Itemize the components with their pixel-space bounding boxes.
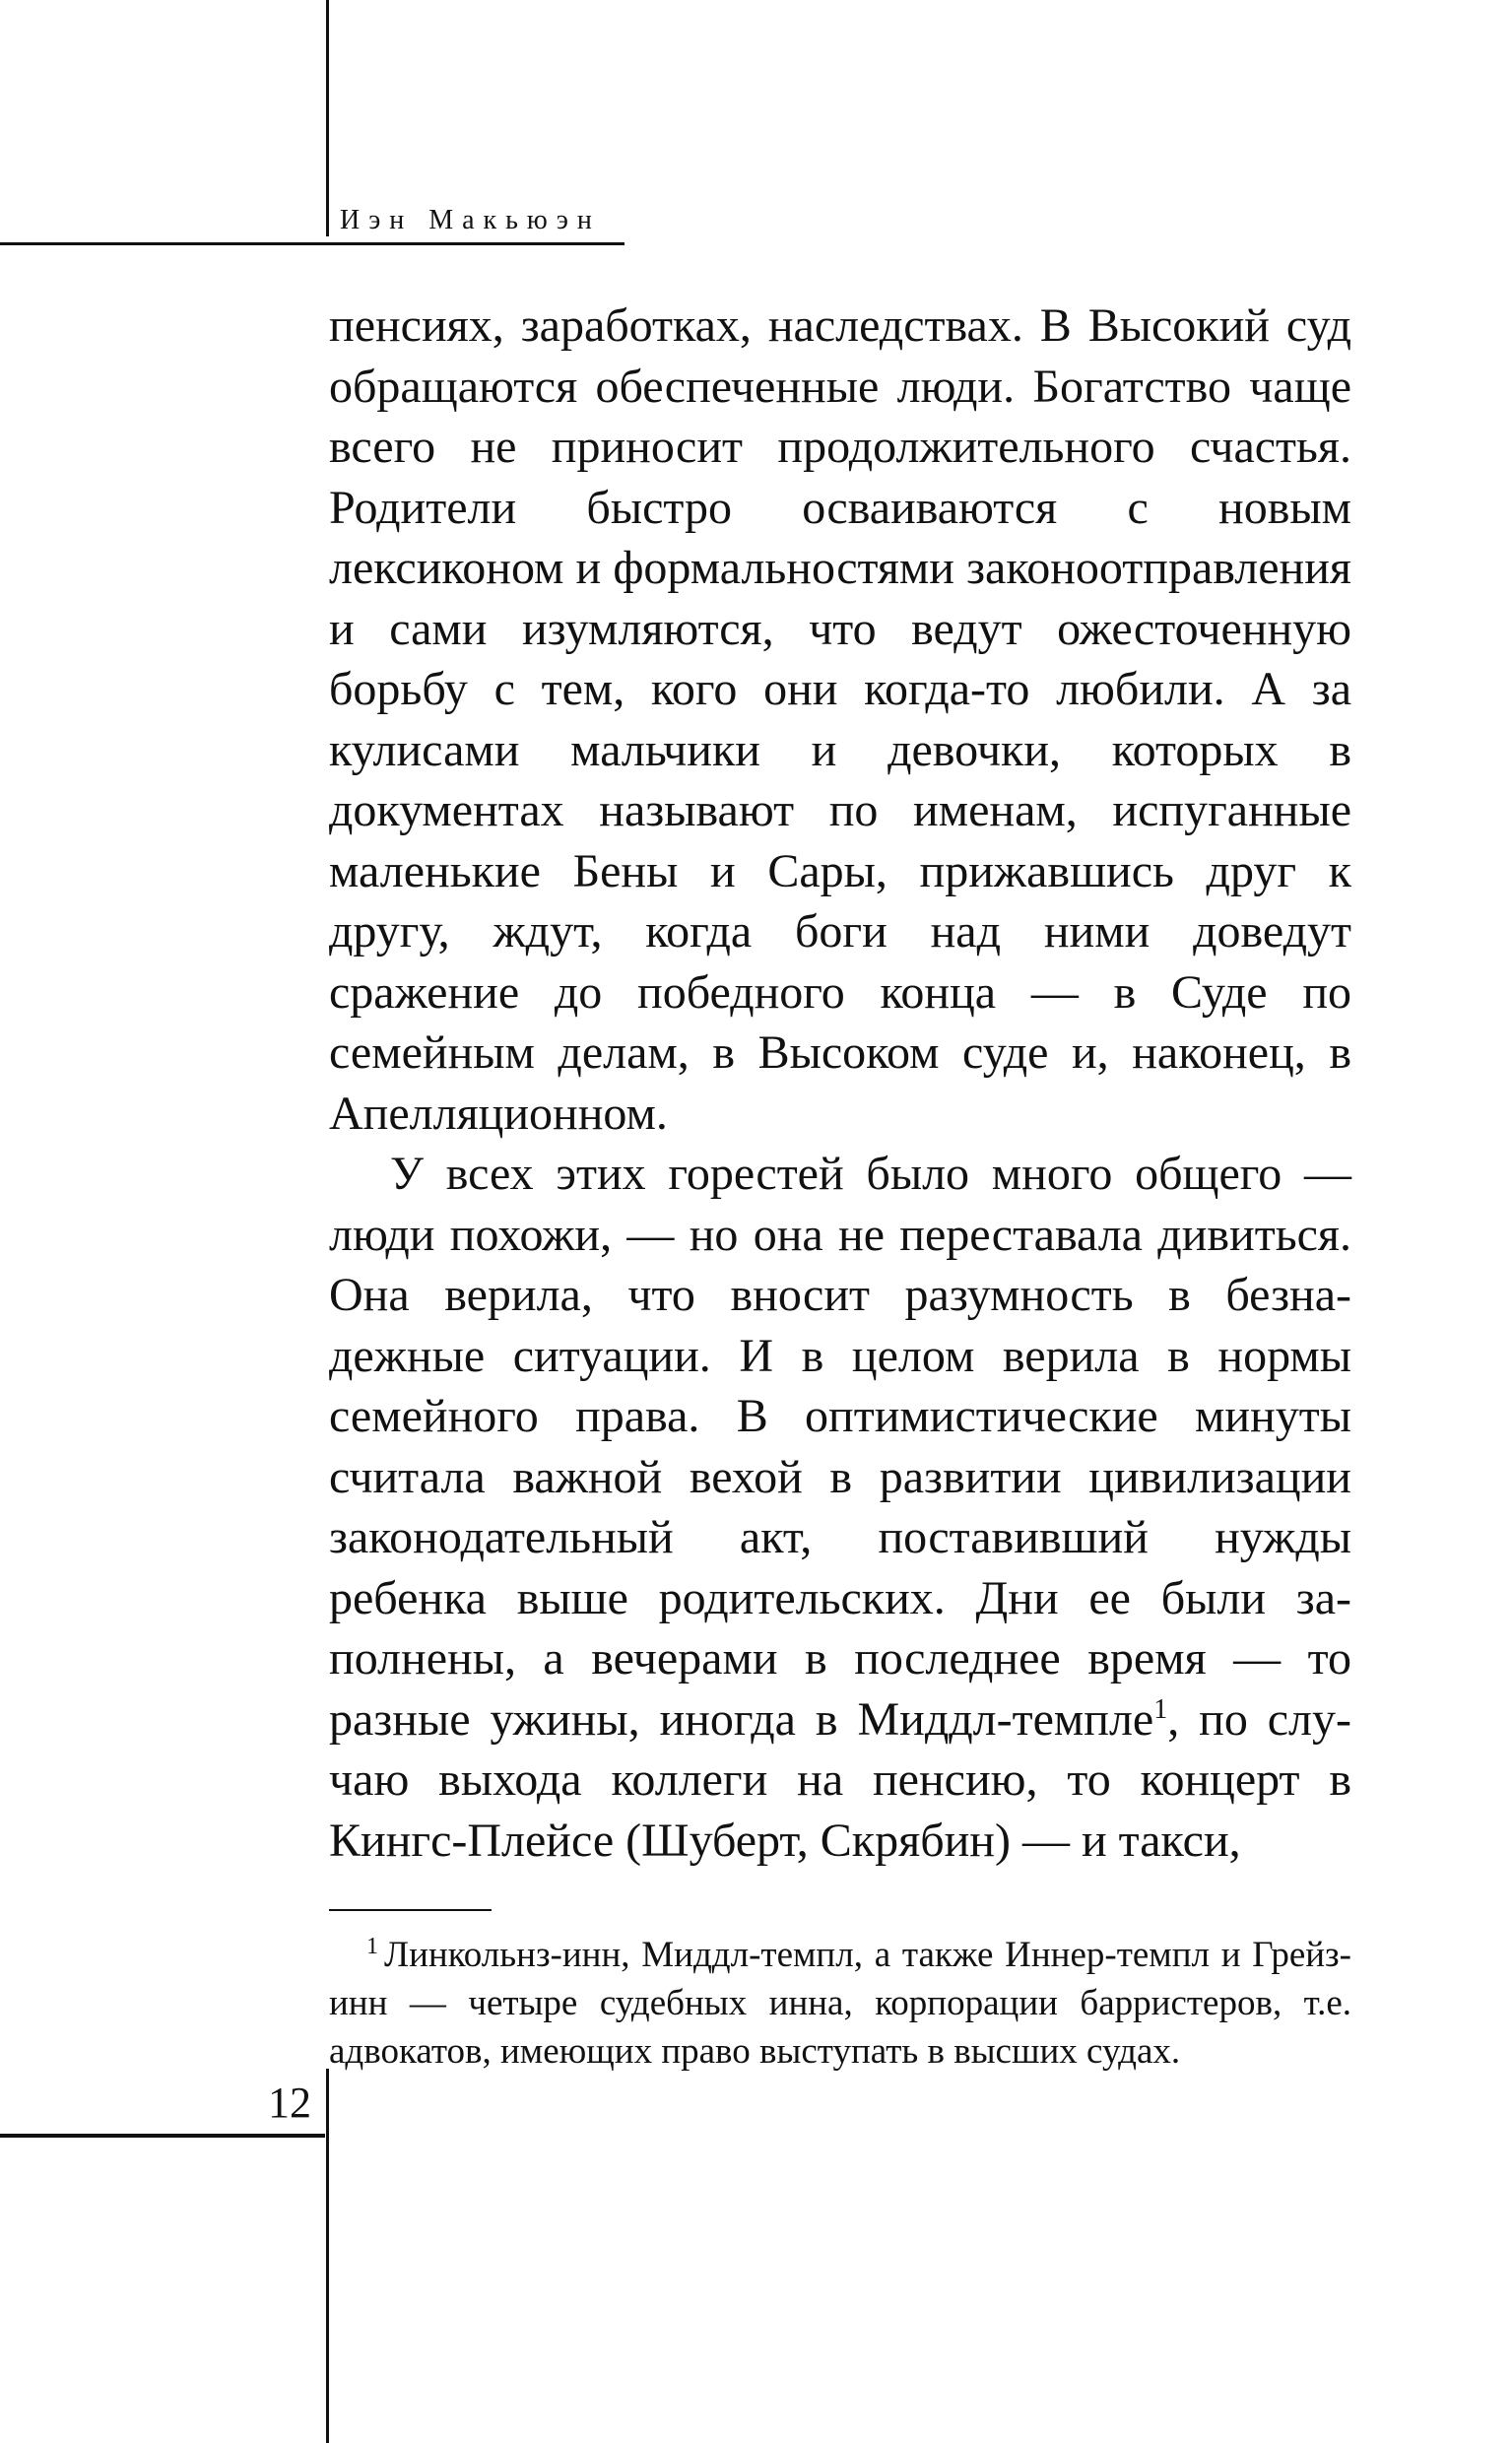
paragraph-2-part-2: , по случаю выхода коллеги на пенсию, то концерт в Кингс-Плейсе (Шуберт, Скрябин) — и такси,: [329, 1692, 1351, 1867]
bottom-vertical-rule: [326, 2069, 329, 2443]
footnote-separator: [329, 1909, 492, 1911]
paragraph-2: [329, 1144, 1351, 1871]
page-number: 12: [268, 2079, 311, 2127]
paragraph-2-part-1: У всех этих горестей было много общего — люди похожи, — но она не переставала дивиться. Она верила, что вносит разумность в безнадежные ситуации. И в целом верила в нормы семейного права. В оптимистические минуты считала важной вехой в развитии цивилизации законодательный акт, поставивший нужды ребенка выше родительских. Дни ее были заполнены, а вечерами в последнее время — то разные ужины, иногда в Миддл-темпле: [329, 1148, 1351, 1746]
footnote-text: Линкольнз-инн, Миддл-темпл, а также Иннер-темпл и Грейз-инн — четыре судебных инна, корпорации барристеров, т.е. адвокатов, имеющих право выступать в высших судах.: [329, 1935, 1351, 2072]
footnote-mark: 1: [366, 1933, 378, 1959]
top-vertical-rule: [326, 0, 329, 236]
footnote-reference: 1: [1153, 1693, 1168, 1725]
running-head-author: Иэн Макьюэн: [340, 205, 601, 235]
paragraph-1: пенсиях, заработках, наследствах. В Высокий суд обращаются обеспеченные люди. Богатство чаще всего не приносит продолжительного счастья. Родители быстро осваиваются с новым лексиконом и формальностями законоотправления и сами изумляются, что ведут ожесточенную борьбу с тем, кого они когда-то любили. А за кулисами мальчики и девочки, которых в документах называют по именам, испуганные маленькие Бены и Сары, прижавшись друг к другу, ждут, когда боги над ними доведут сражение до победного конца — в Суде по семейным делам, в Высоком суде и, наконец, в Апелляционном.: [329, 299, 1351, 1140]
body-text: [329, 296, 1351, 1871]
footer-rule: [0, 2134, 325, 2138]
footnote: [329, 1931, 1351, 2076]
header-rule: [0, 242, 625, 245]
